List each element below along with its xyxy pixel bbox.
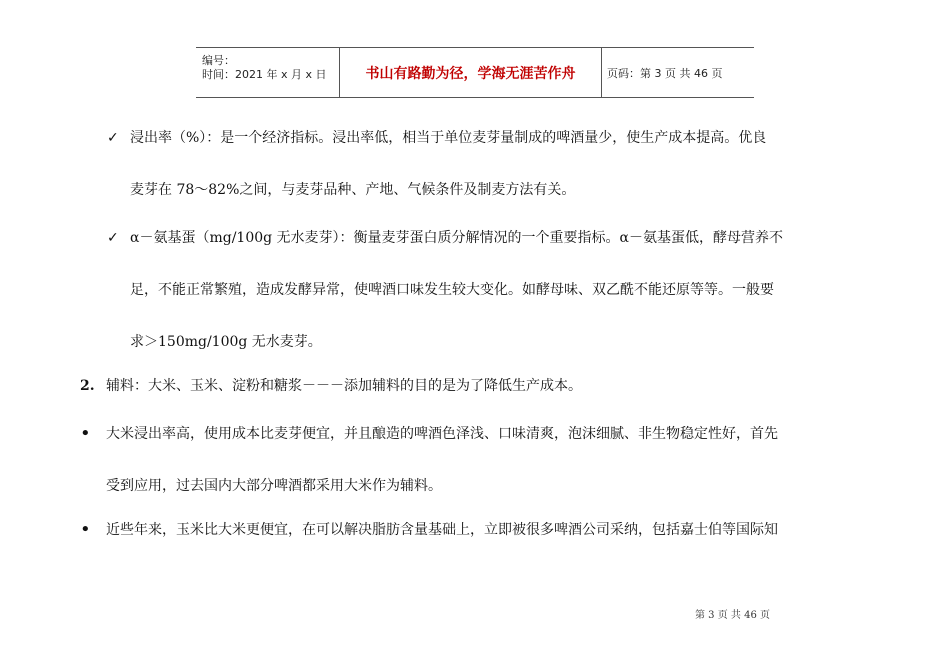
list-number: 2.	[80, 378, 95, 394]
item-line: 浸出率（%）：是一个经济指标。浸出率低，相当于单位麦芽量制成的啤酒量少，使生产成本提高。优良	[130, 130, 767, 146]
header-motto	[340, 48, 602, 97]
page-footer: 第 3 页 共 46 页	[695, 610, 770, 621]
item-line: 麦芽在 78～82%之间，与麦芽品种、产地、气候条件及制麦方法有关。	[130, 182, 576, 198]
item-line: 辅料：大米、玉米、淀粉和糖浆－－－添加辅料的目的是为了降低生产成本。	[106, 378, 582, 394]
item-line: 求＞150mg/100g 无水麦芽。	[130, 334, 322, 350]
item-line: 近些年来，玉米比大米更便宜，在可以解决脂肪含量基础上，立即被很多啤酒公司采纳，包括嘉士伯等国际知	[106, 522, 778, 538]
bullet-icon: •	[80, 519, 91, 540]
item-line: 大米浸出率高，使用成本比麦芽便宜，并且酿造的啤酒色泽浅、口味清爽，泡沫细腻、非生物稳定性好，首先	[106, 426, 778, 442]
item-line: α－氨基蛋（mg/100g 无水麦芽）：衡量麦芽蛋白质分解情况的一个重要指标。α－氨基蛋低，酵母营养不	[130, 230, 783, 246]
bullet-icon: •	[80, 423, 91, 444]
item-line: 受到应用，过去国内大部分啤酒都采用大米作为辅料。	[106, 478, 442, 494]
time-label: 时间：2021 年 x 月 x 日	[202, 68, 327, 81]
checkmark-icon: ✓	[107, 130, 119, 146]
item-line: 足，不能正常繁殖，造成发酵异常，使啤酒口味发生较大变化。如酵母味、双乙酰不能还原等等。一般要	[130, 282, 774, 298]
code-label: 编号：	[202, 54, 235, 67]
motto-text: 书山有路勤为径，学海无涯苦作舟	[365, 65, 576, 82]
header-page-label: 页码：第 3 页 共 46 页	[607, 66, 723, 80]
header-meta	[196, 48, 340, 97]
checkmark-icon: ✓	[107, 230, 119, 246]
page-header	[196, 47, 754, 98]
